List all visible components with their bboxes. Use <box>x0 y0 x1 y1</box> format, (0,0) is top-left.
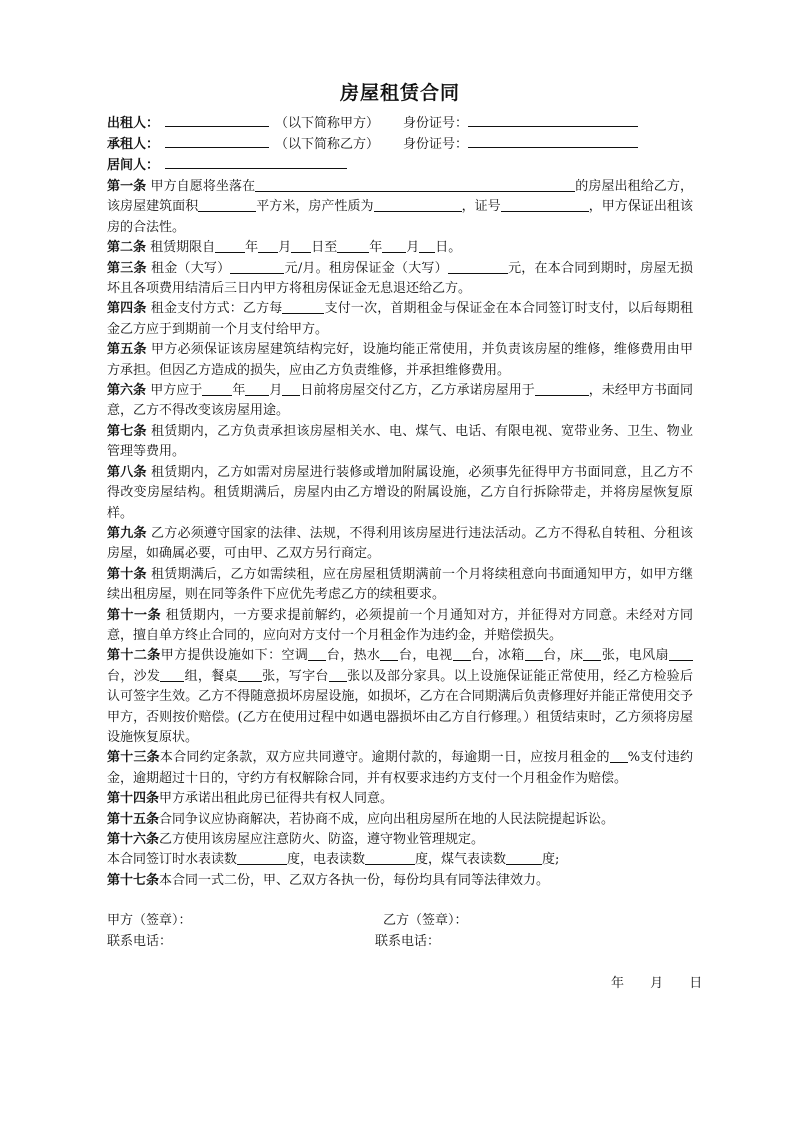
tv-blank[interactable] <box>453 647 471 661</box>
clause-10: 第十条 租赁期满后，乙方如需续租，应在房屋租赁期满前一个月将续租意向书面通知甲方，如甲方继续出租房屋，则在同等条件下应优先考虑乙方的续租要求。 <box>107 566 693 603</box>
clause-3: 第三条 租金（大写） 元/月。租房保证金（大写） 元，在本合同到期时，房屋无损坏且各项费用结清后三日内甲方将租房保证金无息退还给乙方。 <box>107 260 693 297</box>
clause-12: 第十二条甲方提供设施如下：空调 台，热水 台，电视 台，冰箱 台，床 张，电风扇台，沙发 组，餐桌 张，写字台 张以及部分家具。以上设施保证能正常使用，经乙方检验后认可签字生效。乙方不得随意损坏房屋设施，如损坏，乙方在合同期满后负责修理好并能正常使用交予甲方，否则按价赔偿。(乙方在使用过程中如遇电器损坏由乙方自行修理。）租赁结束时，乙方须将房屋设施恢复原状。 <box>107 648 693 745</box>
certificate-blank[interactable] <box>501 198 589 212</box>
clause-5: 第五条 甲方必须保证该房屋建筑结构完好，设施均能正常使用，并负责该房屋的维修，维修费用由甲方承担。但因乙方造成的损失，应由乙方负责维修，并承担维修费用。 <box>107 342 693 378</box>
payment-period-blank[interactable] <box>282 300 324 314</box>
lessee-row <box>107 133 638 155</box>
bed-blank[interactable] <box>583 647 601 661</box>
property-nature-blank[interactable] <box>374 198 462 212</box>
end-year-blank[interactable] <box>337 239 369 253</box>
lessee-alias: （以下简称乙方） <box>275 137 380 152</box>
clause-8: 第八条 租赁期内，乙方如需对房屋进行装修或增加附属设施，必须事先征得甲方书面同意，且乙方不得改变房屋结构。租赁期满后，房屋内由乙方增设的附属设施，乙方自行拆除带走，并将房屋恢复原样。 <box>107 464 693 521</box>
clause-4: 第四条 租金支付方式：乙方每 支付一次，首期租金与保证金在本合同签订时支付，以后每期租金乙方应于到期前一个月支付给甲方。 <box>107 301 693 337</box>
aircon-blank[interactable] <box>308 647 326 661</box>
start-month-blank[interactable] <box>258 239 278 253</box>
broker-label: 居间人： <box>107 158 160 173</box>
fridge-blank[interactable] <box>525 647 543 661</box>
lessor-name-blank[interactable] <box>165 112 269 127</box>
clause-2: 第二条 租赁期限自 年 月 日至 年 月 日。 <box>107 240 462 256</box>
lessee-id-label: 身份证号： <box>403 137 469 152</box>
usage-blank[interactable] <box>535 382 589 396</box>
lessee-id-blank[interactable] <box>468 133 638 148</box>
penalty-rate-blank[interactable] <box>610 749 628 763</box>
clause-7: 第七条 租赁期内，乙方负责承担该房屋相关水、电、煤气、电话、有限电视、宽带业务、卫生、物业管理等费用。 <box>107 423 693 460</box>
lessor-id-label: 身份证号： <box>403 116 469 131</box>
delivery-day-blank[interactable] <box>282 382 300 396</box>
document-title: 房屋租赁合同 <box>339 82 460 104</box>
gas-meter-blank[interactable] <box>506 851 542 865</box>
deposit-blank[interactable] <box>448 260 508 274</box>
electric-meter-blank[interactable] <box>365 851 415 865</box>
end-day-blank[interactable] <box>419 239 435 253</box>
delivery-month-blank[interactable] <box>245 382 269 396</box>
rent-blank[interactable] <box>230 260 284 274</box>
lessor-alias: （以下简称甲方） <box>275 116 380 131</box>
lessor-id-blank[interactable] <box>468 112 638 127</box>
desk-blank[interactable] <box>329 668 347 682</box>
lessee-name-blank[interactable] <box>165 133 269 148</box>
clause-17: 第十七条本合同一式二份，甲、乙双方各执一份，每份均具有同等法律效力。 <box>107 872 550 888</box>
water-meter-blank[interactable] <box>237 851 287 865</box>
clause-16: 第十六条乙方使用该房屋应注意防火、防盗，遵守物业管理规定。 <box>107 832 485 847</box>
party-b-seal-label: 乙方（签章）： <box>383 913 468 928</box>
clause-11: 第十一条 租赁期内，一方要求提前解约，必须提前一个月通知对方，并征得对方同意。未经对方同意，擅自单方终止合同的，应向对方支付一个月租金作为违约金，并赔偿损失。 <box>107 607 693 643</box>
fan-blank[interactable] <box>669 647 693 661</box>
clause-14: 第十四条甲方承诺出租此房已征得共有权人同意。 <box>107 791 394 807</box>
party-a-phone-label: 联系电话： <box>107 934 173 949</box>
heater-blank[interactable] <box>380 647 398 661</box>
broker-name-blank[interactable] <box>165 154 347 169</box>
contract-body <box>107 177 693 891</box>
lessor-row <box>107 112 638 134</box>
start-day-blank[interactable] <box>291 239 311 253</box>
clause-1: 第一条 甲方自愿将坐落在 的房屋出租给乙方，该房屋建筑面积 平方米，房产性质为 ，证号 ，甲方保证出租该房的合法性。 <box>107 179 693 235</box>
address-blank[interactable] <box>255 178 575 192</box>
start-year-blank[interactable] <box>215 239 245 253</box>
area-blank[interactable] <box>198 198 256 212</box>
delivery-year-blank[interactable] <box>202 382 232 396</box>
lessee-label: 承租人： <box>107 137 160 152</box>
lessor-label: 出租人： <box>107 116 160 131</box>
party-a-seal-label: 甲方（签章）： <box>107 913 192 928</box>
dining-table-blank[interactable] <box>238 668 262 682</box>
signing-date: 年 月 日 <box>611 976 703 991</box>
sofa-blank[interactable] <box>160 668 184 682</box>
meter-readings: 本合同签订时水表读数 度，电表读数 度，煤气表读数 度; <box>107 852 560 868</box>
clause-13: 第十三条本合同约定条款，双方应共同遵守。逾期付款的，每逾期一日，应按月租金的 %支付违约金，逾期超过十日的，守约方有权解除合同，并有权要求违约方支付一个月租金作为赔偿。 <box>107 750 693 786</box>
end-month-blank[interactable] <box>382 239 406 253</box>
clause-6: 第六条 甲方应于 年 月 日前将房屋交付乙方，乙方承诺房屋用于 ，未经甲方书面同意，乙方不得改变该房屋用途。 <box>107 383 693 419</box>
broker-row <box>107 154 347 176</box>
party-b-phone-label: 联系电话： <box>375 934 441 949</box>
clause-15: 第十五条合同争议应协商解决，若协商不成，应向出租房屋所在地的人民法院提起诉讼。 <box>107 811 615 827</box>
clause-9: 第九条 乙方必须遵守国家的法律、法规，不得利用该房屋进行违法活动。乙方不得私自转租、分租该房屋，如确属必要，可由甲、乙双方另行商定。 <box>107 525 693 562</box>
